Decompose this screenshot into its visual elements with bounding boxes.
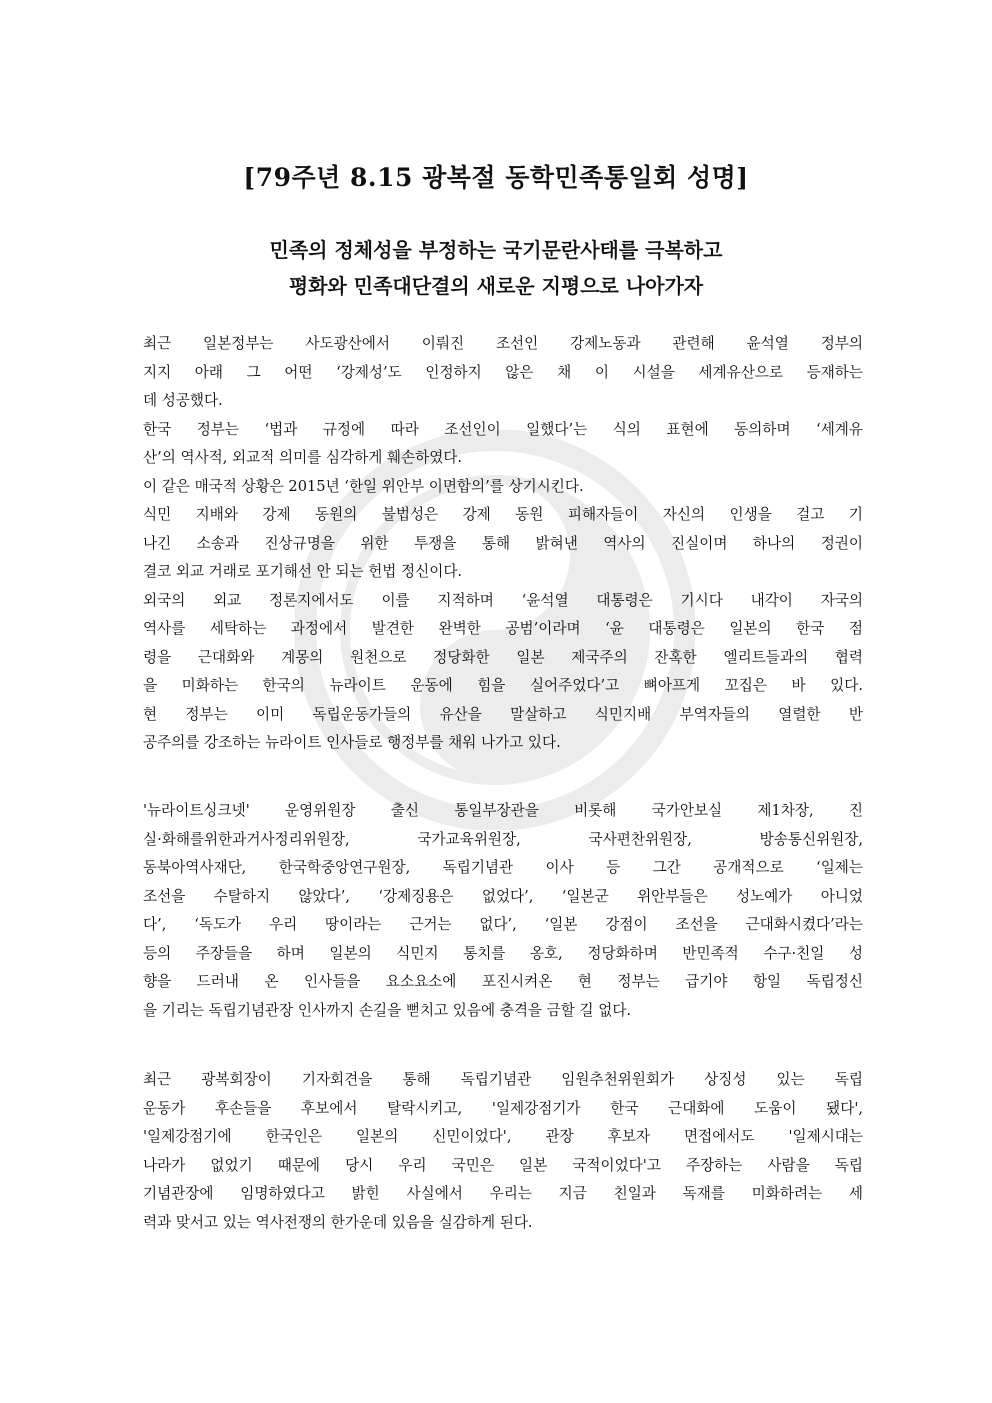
text-line: 나라가 없었기 때문에 당시 우리 국민은 일본 국적이었다'고 주장하는 사람을 독립 [143, 1156, 863, 1174]
text-line: '뉴라이트싱크넷' 운영위원장 출신 통일부장관을 비롯해 국가안보실 제1차장, 진 [143, 802, 863, 819]
text-line: 한국 정부는 ‘법과 규정에 따라 조선인이 일했다’는 식의 표현에 동의하며 ‘세계유 [143, 420, 863, 438]
text-line: 령을 근대화와 계몽의 원천으로 정당화한 일본 제국주의 잔혹한 엘리트들과의 협력 [143, 648, 863, 666]
text-line: 지지 아래 그 어떤 ‘강제성’도 인정하지 않은 채 이 시설을 세계유산으로 등재하는 [143, 363, 863, 381]
subtitle [0, 232, 992, 304]
body-section-1 [143, 330, 863, 758]
text-line: 최근 일본정부는 사도광산에서 이뤄진 조선인 강제노동과 관련해 윤석열 정부의 [143, 335, 863, 352]
text-line: 현 정부는 이미 독립운동가들의 유산을 말살하고 식민지배 부역자들의 열렬한 반 [143, 705, 863, 723]
text-line: 동북아역사재단, 한국학중앙연구원장, 독립기념관 이사 등 그간 공개적으로 ‘일제는 [143, 859, 863, 876]
text-line: 운동가 후손들을 후보에서 탈락시키고, '일제강점기가 한국 근대화에 도움이 됐다', [143, 1099, 863, 1117]
subtitle-line: 평화와 민족대단결의 새로운 지평으로 나아가자 [288, 274, 704, 298]
text-line: 나긴 소송과 진상규명을 위한 투쟁을 통해 밝혀낸 역사의 진실이며 하나의 정권이 [143, 534, 863, 552]
text-line: 기념관장에 임명하였다고 밝힌 사실에서 우리는 지금 친일과 독재를 미화하려는 세 [143, 1185, 863, 1202]
body-section-3 [143, 1066, 863, 1237]
text-line: 등의 주장들을 하며 일본의 식민지 통치를 옹호, 정당화하며 반민족적 수구·친일 성 [143, 944, 863, 962]
text-line: 식민 지배와 강제 동원의 불법성은 강제 동원 피해자들이 자신의 인생을 걸고 기 [143, 506, 863, 523]
body-section-2 [143, 797, 863, 1025]
text-line: 산’의 역사적, 외교적 의미를 심각하게 훼손하였다. [143, 449, 463, 466]
text-line: 이 같은 매국적 상황은 2015년 ‘한일 위안부 이면합의’를 상기시킨다. [143, 477, 584, 495]
text-line: 외국의 외교 정론지에서도 이를 지적하며 ‘윤석열 대통령은 기시다 내각이 자국의 [143, 591, 863, 609]
text-line: 조선을 수탈하지 않았다’, ‘강제징용은 없었다’, ‘일본군 위안부들은 성노예가 아니었 [143, 887, 863, 905]
text-line: 역사를 세탁하는 과정에서 발견한 완벽한 공범’이라며 ‘윤 대통령은 일본의 한국 점 [143, 620, 863, 637]
text-line: 결코 외교 거래로 포기해선 안 되는 헌법 정신이다. [143, 563, 463, 580]
text-line: 최근 광복회장이 기자회견을 통해 독립기념관 임원추천위원회가 상징성 있는 독립 [143, 1071, 863, 1088]
text-line: 데 성공했다. [143, 392, 223, 409]
text-line: 공주의를 강조하는 뉴라이트 인사들로 행정부를 채워 나가고 있다. [143, 734, 561, 751]
subtitle-line: 민족의 정체성을 부정하는 국기문란사태를 극복하고 [269, 238, 723, 262]
text-line: 실·화해를위한과거사정리위원장, 국가교육위원장, 국사편찬위원장, 방송통신위원장, [143, 830, 863, 848]
text-line: 향을 드러내 온 인사들을 요소요소에 포진시켜온 현 정부는 급기야 항일 독립정신 [143, 973, 863, 990]
text-line: 을 기리는 독립기념관장 인사까지 손길을 뻗치고 있음에 충격을 금할 길 없다. [143, 1001, 632, 1019]
page-title: [79주년 8.15 광복절 동학민족통일회 성명] [243, 163, 749, 192]
text-line: '일제강점기에 한국인은 일본의 신민이었다', 관장 후보자 면접에서도 '일제시대는 [143, 1128, 863, 1145]
text-line: 력과 맞서고 있는 역사전쟁의 한가운데 있음을 실감하게 된다. [143, 1213, 533, 1231]
text-line: 다’, ‘독도가 우리 땅이라는 근거는 없다’, ‘일본 강점이 조선을 근대화시켰다’라는 [143, 916, 863, 933]
text-line: 을 미화하는 한국의 뉴라이트 운동에 힘을 실어주었다’고 뼈아프게 꼬집은 바 있다. [143, 677, 863, 694]
